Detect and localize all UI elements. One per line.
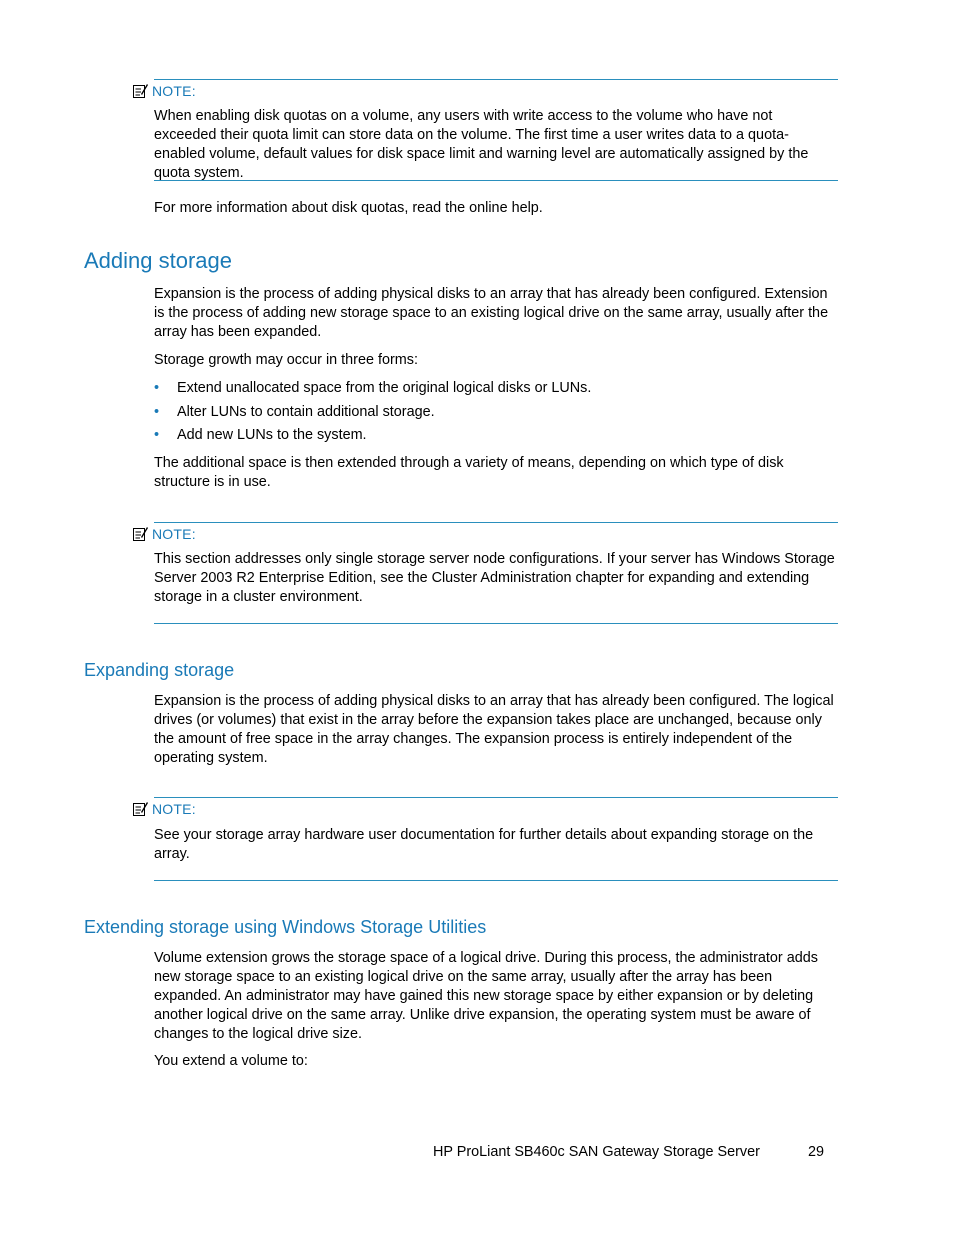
note-text: When enabling disk quotas on a volume, any users with write access to the volume who have not exceeded their quota limit can store data on the volume. The first time a user writes data to a quota-enabled volume, default values for disk space limit and warning level are automatically assigned by the quota system. (154, 108, 809, 181)
note-header (132, 525, 196, 543)
note-box (154, 797, 838, 881)
note-icon (132, 526, 148, 542)
bullet-icon: • (154, 380, 160, 396)
list-item: • Alter LUNs to contain additional storage. (154, 403, 435, 420)
list-item: • Extend unallocated space from the original logical disks or LUNs. (154, 380, 592, 396)
bullet-list (154, 379, 838, 450)
footer-product-name: HP ProLiant SB460c SAN Gateway Storage Server (433, 1144, 760, 1160)
paragraph: You extend a volume to: (154, 1053, 308, 1069)
note-label: NOTE: (152, 526, 196, 542)
bullet-icon: • (154, 427, 160, 443)
note-header (132, 800, 196, 818)
note-box (154, 79, 838, 181)
note-header (132, 82, 196, 100)
note-icon (132, 801, 148, 817)
list-item: • Add new LUNs to the system. (154, 427, 367, 443)
paragraph: Volume extension grows the storage space of a logical drive. During this process, the administrator adds new storage space to an existing logical drive on the same array, usually after the array has been expanded. An administrator may have gained this new storage space by either expansion or by deleting another logical drive on the same array. Unlike drive expansion, the operating system must be aware of changes to the logical drive size. (154, 950, 818, 1042)
paragraph: Expansion is the process of adding physical disks to an array that has already been configured. Extension is the process of adding new storage space to an existing logical drive on the same array, usually after the array has been expanded. (154, 286, 829, 340)
paragraph: Expansion is the process of adding physical disks to an array that has already been configured. The logical drives (or volumes) that exist in the array before the expansion takes place are unchanged, because only the amount of free space in the array changes. The expansion process is entirely independent of the operating system. (154, 693, 834, 766)
paragraph: Storage growth may occur in three forms: (154, 352, 418, 368)
note-text: See your storage array hardware user documentation for further details about expanding storage on the array. (154, 827, 814, 862)
section-heading-adding-storage: Adding storage (84, 248, 232, 273)
note-icon (132, 83, 148, 99)
footer-page-number: 29 (808, 1144, 825, 1160)
section-heading-extending-storage: Extending storage using Windows Storage Utilities (84, 917, 487, 937)
note-text: This section addresses only single storage server node configurations. If your server has Windows Storage Server 2003 R2 Enterprise Edition, see the Cluster Administration chapter for expanding and extending storage in a cluster environment. (154, 551, 835, 605)
paragraph: The additional space is then extended through a variety of means, depending on which type of disk structure is in use. (154, 455, 784, 490)
bullet-icon: • (154, 403, 160, 420)
note-label: NOTE: (152, 801, 196, 817)
note-label: NOTE: (152, 83, 196, 99)
section-heading-expanding-storage: Expanding storage (84, 660, 235, 680)
note-box (154, 522, 838, 624)
intro-paragraph: For more information about disk quotas, read the online help. (154, 200, 543, 216)
